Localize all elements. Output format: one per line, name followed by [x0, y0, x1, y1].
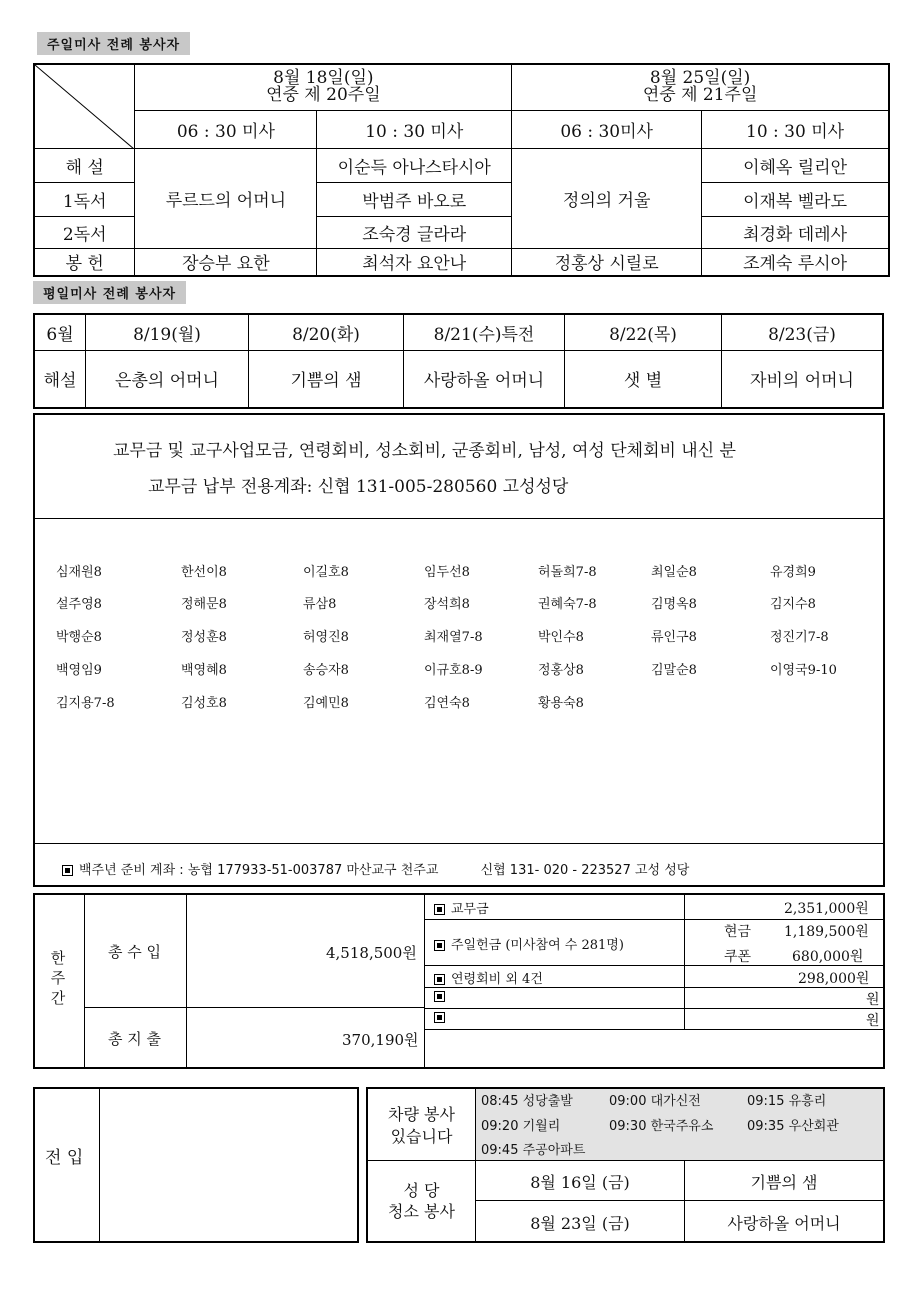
w1-early-group: 루르드의 어머니 [135, 148, 317, 248]
contributor-name: 정성훈8 [181, 630, 227, 645]
weekday-month: 6월 [34, 314, 86, 350]
jubilee-text-2: 신협 131- 020 - 223527 고성 성당 [480, 863, 690, 878]
sunday-table [33, 63, 890, 277]
bullet-icon [434, 991, 445, 1002]
period-label [48, 948, 68, 1008]
item-dues: 교무금 [434, 898, 489, 917]
stop: 09:30 한국주유소 [609, 1119, 714, 1134]
contributor-name: 백영혜8 [181, 663, 227, 678]
w2-late-reading2: 최경화 데레사 [702, 216, 889, 248]
contributor-name: 허돌희7-8 [538, 565, 597, 580]
weekday-server-1: 은총의 어머니 [86, 350, 249, 408]
w1-late-offertory: 최석자 요안나 [317, 248, 512, 276]
weekday-server-2: 기쁨의 샘 [249, 350, 404, 408]
w1-late-commentary: 이순득 아나스타시아 [317, 148, 512, 182]
role-offertory: 봉 헌 [34, 248, 135, 276]
item-memorial-value: 298,000원 [798, 971, 870, 987]
contributor-name: 심재원8 [56, 565, 102, 580]
period-char-2: 주 [50, 969, 66, 987]
contributor-name: 이영국9-10 [770, 663, 837, 678]
period-char-3: 간 [50, 989, 66, 1007]
w1-late-reading1: 박범주 바오로 [317, 182, 512, 216]
role-reading1: 1독서 [34, 182, 135, 216]
stop-row-3 [481, 1139, 585, 1158]
contributor-name: 임두선8 [424, 565, 470, 580]
contributor-name: 김말순8 [651, 663, 697, 678]
contributor-name: 김명옥8 [651, 597, 697, 612]
sunday-tag: 주일미사 전례 봉사자 [37, 32, 190, 55]
w2-early-offertory: 정홍상 시릴로 [512, 248, 702, 276]
stop: 09:00 대가신전 [609, 1094, 701, 1109]
weekday-date-1: 8/19(월) [86, 314, 249, 350]
role-commentary: 해 설 [34, 148, 135, 182]
stop: 09:45 주공아파트 [481, 1143, 586, 1158]
contributor-name: 황용숙8 [538, 696, 584, 711]
w2-late-commentary: 이혜옥 릴리안 [702, 148, 889, 182]
role-reading2: 2독서 [34, 216, 135, 248]
dues-divider [35, 518, 883, 519]
contributor-name: 김성호8 [181, 696, 227, 711]
bullet-icon [434, 974, 445, 985]
cleaning-label: 성 당 청소 봉사 [388, 1181, 455, 1221]
contributor-name: 허영진8 [303, 630, 349, 645]
weekday-date-3: 8/21(수)특전 [404, 314, 565, 350]
cleaning-date-1: 8월 16일 (금) [530, 1173, 630, 1192]
time-w2-late: 10 : 30 미사 [702, 110, 889, 148]
income-value: 4,518,500원 [326, 944, 417, 962]
cleaning-date-2: 8월 23일 (금) [530, 1214, 630, 1233]
contributor-name: 김예민8 [303, 696, 349, 711]
weekday-server-4: 샛 별 [565, 350, 722, 408]
dues-line1: 교무금 및 교구사업모금, 연령회비, 성소회비, 군종회비, 남성, 여성 단체회비 내신 분 [113, 441, 736, 461]
w2-late-reading1: 이재복 벨라도 [702, 182, 889, 216]
item-memorial: 연령회비 외 4건 [434, 968, 543, 987]
cleaning-group-2: 사랑하올 어머니 [727, 1214, 841, 1233]
w1-early-offertory: 장승부 요한 [135, 248, 317, 276]
week1-date: 8월 18일(일) [273, 68, 374, 89]
jubilee-account [62, 859, 689, 878]
week1-header [135, 64, 512, 110]
jubilee-text-1: 백주년 준비 계좌 : 농협 177933-51-003787 마산교구 천주교 [79, 863, 439, 878]
item-blank-1-value: 원 [866, 992, 880, 1008]
coupon-label: 쿠폰 [724, 949, 752, 965]
contributor-name: 김지용7-8 [56, 696, 115, 711]
contributor-name: 김연숙8 [424, 696, 470, 711]
expense-label: 총 지 출 [108, 1030, 162, 1048]
item-blank-2 [434, 1010, 451, 1025]
bullet-icon [434, 904, 445, 915]
dues-line2: 교무금 납부 전용계좌: 신협 131-005-280560 고성성당 [148, 477, 569, 497]
period-char-1: 한 [50, 949, 66, 967]
week1-title: 연중 제 20주일 [266, 85, 381, 106]
bullet-icon [434, 1012, 445, 1023]
contributor-name: 유경희9 [770, 565, 816, 580]
weekday-table [33, 313, 884, 409]
contributor-name: 이규호8-9 [424, 663, 483, 678]
week2-header [512, 64, 889, 110]
week2-title: 연중 제 21주일 [642, 85, 758, 106]
stop-row-1 [481, 1090, 826, 1109]
item-sunday-offering: 주일헌금 (미사참여 수 281명) [434, 934, 624, 953]
weekday-date-2: 8/20(화) [249, 314, 404, 350]
contributor-name: 류삼8 [303, 597, 337, 612]
contributor-name: 설주영8 [56, 597, 102, 612]
stop-row-2 [481, 1115, 839, 1134]
w2-late-offertory: 조계숙 루시아 [702, 248, 889, 276]
item-blank-2-value: 원 [866, 1013, 880, 1029]
contributor-name: 정홍상8 [538, 663, 584, 678]
weekday-server-5: 자비의 어머니 [722, 350, 884, 408]
cash-value: 1,189,500원 [784, 924, 869, 940]
stop: 09:15 유흥리 [747, 1094, 827, 1109]
contributor-name: 송승자8 [303, 663, 349, 678]
bullet-icon [434, 940, 445, 951]
weekday-tag: 평일미사 전례 봉사자 [33, 281, 186, 304]
move-in-label: 전 입 [45, 1148, 84, 1168]
stop: 09:35 우산회관 [747, 1119, 839, 1134]
w2-early-group: 정의의 거울 [512, 148, 702, 248]
item-dues-value: 2,351,000원 [784, 901, 869, 917]
contributor-name: 정진기7-8 [770, 630, 829, 645]
stop: 08:45 성당출발 [481, 1094, 573, 1109]
weekday-role: 해설 [34, 350, 86, 408]
week2-date: 8월 25일(일) [649, 68, 751, 89]
contributor-name: 박인수8 [538, 630, 584, 645]
contributor-name: 백영임9 [56, 663, 102, 678]
contributor-name: 장석희8 [424, 597, 470, 612]
item-blank-1 [434, 989, 451, 1004]
contributor-name: 류인구8 [651, 630, 697, 645]
jubilee-divider [35, 843, 883, 844]
bullet-icon [62, 865, 73, 876]
contributor-name: 김지수8 [770, 597, 816, 612]
time-w1-late: 10 : 30 미사 [317, 110, 512, 148]
weekday-date-5: 8/23(금) [722, 314, 884, 350]
contributor-name: 정해문8 [181, 597, 227, 612]
coupon-value: 680,000원 [792, 949, 864, 965]
diagonal-cell [34, 64, 135, 148]
time-w1-early: 06 : 30 미사 [135, 110, 317, 148]
contributor-name: 최일순8 [651, 565, 697, 580]
shuttle-label: 차량 봉사 있습니다 [388, 1105, 455, 1146]
contributor-name: 최재열7-8 [424, 630, 483, 645]
time-w2-early: 06 : 30미사 [512, 110, 702, 148]
contributor-name: 권혜숙7-8 [538, 597, 597, 612]
income-label: 총 수 입 [108, 943, 162, 961]
contributor-name: 박행순8 [56, 630, 102, 645]
diagonal-line [35, 65, 134, 149]
weekday-date-4: 8/22(목) [565, 314, 722, 350]
contributor-name: 한선이8 [181, 565, 227, 580]
w1-late-reading2: 조숙경 글라라 [317, 216, 512, 248]
contributor-name: 이길호8 [303, 565, 349, 580]
stop: 09:20 기월리 [481, 1119, 561, 1134]
cleaning-group-1: 기쁨의 샘 [750, 1173, 818, 1192]
cash-label: 현금 [724, 924, 752, 940]
weekday-server-3: 사랑하올 어머니 [404, 350, 565, 408]
expense-value: 370,190원 [342, 1031, 419, 1049]
